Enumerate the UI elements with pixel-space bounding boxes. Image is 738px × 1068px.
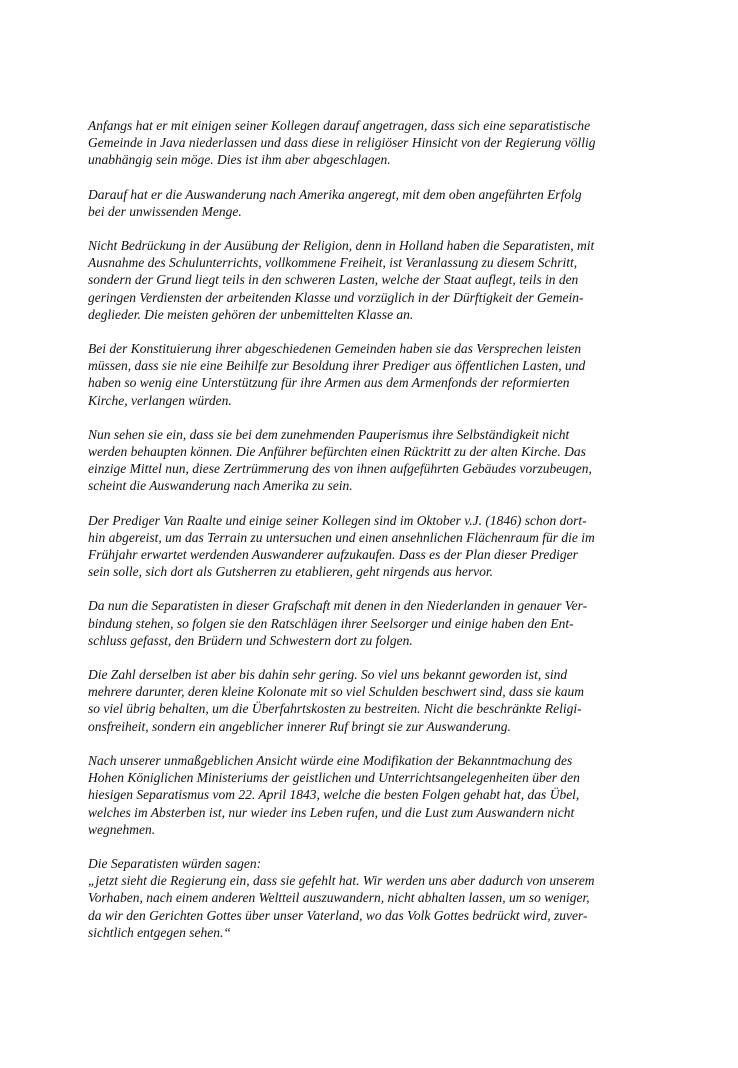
text-line: Bei der Konstituierung ihrer abgeschiedenen Gemeinden haben sie das Versprechen leisten bbox=[88, 341, 582, 357]
text-line: Frühjahr erwartet werdenden Auswanderer aufzukaufen. Dass es der Plan dieser Prediger bbox=[88, 547, 578, 563]
text-line: bei der unwissenden Menge. bbox=[88, 203, 242, 219]
text-line: mehrere darunter, deren kleine Kolonate mit so viel Schulden beschwert sind, dass sie kaum bbox=[88, 684, 585, 700]
text-line: müssen, dass sie nie eine Beihilfe zur Besoldung ihrer Prediger aus öffentlichen Lasten, und bbox=[88, 358, 586, 374]
text-line: Ausnahme des Schulunterrichts, vollkommene Freiheit, ist Veranlassung zu diesem Schritt, bbox=[88, 255, 578, 271]
text-line: Die Separatisten würden sagen: bbox=[88, 855, 262, 871]
text-line: einzige Mittel nun, diese Zertrümmerung des von ihnen aufgeführten Gebäudes vorzubeugen, bbox=[88, 461, 592, 477]
paragraph-1 bbox=[88, 117, 654, 169]
text-line: deglieder. Die meisten gehören der unbemittelten Klasse an. bbox=[88, 306, 414, 322]
paragraph-6 bbox=[88, 512, 654, 581]
text-line: Nach unserer unmaßgeblichen Ansicht würde eine Modifikation der Bekanntmachung des bbox=[88, 752, 573, 768]
paragraph-8 bbox=[88, 666, 654, 735]
text-line: Vorhaben, nach einem anderen Weltteil auszuwandern, nicht abhalten lassen, um so weniger, bbox=[88, 890, 590, 906]
text-line: so viel übrig behalten, um die Überfahrtskosten zu bestreiten. Nicht die beschränkte Religi- bbox=[88, 701, 582, 717]
text-line: sein solle, sich dort als Gutsherren zu etablieren, geht nirgends aus hervor. bbox=[88, 564, 493, 580]
text-line: Kirche, verlangen würden. bbox=[88, 392, 232, 408]
text-line: Darauf hat er die Auswanderung nach Amerika angeregt, mit dem oben angeführten Erfolg bbox=[88, 186, 582, 202]
text-line: wegnehmen. bbox=[88, 821, 156, 837]
text-line: Gemeinde in Java niederlassen und dass diese in religiöser Hinsicht von der Regierung völlig bbox=[88, 135, 596, 151]
paragraph-7 bbox=[88, 597, 654, 649]
paragraph-10 bbox=[88, 855, 654, 941]
text-line: Da nun die Separatisten in dieser Grafschaft mit denen in den Niederlanden in genauer Ver- bbox=[88, 598, 588, 614]
text-line: da wir den Gerichten Gottes über unser Vaterland, wo das Volk Gottes bedrückt wird, zuver- bbox=[88, 907, 588, 923]
text-line: sichtlich entgegen sehen.“ bbox=[88, 924, 231, 940]
text-line: onsfreiheit, sondern ein angeblicher innerer Ruf bringt sie zur Auswanderung. bbox=[88, 718, 511, 734]
document-page bbox=[88, 117, 654, 958]
text-line: geringen Verdiensten der arbeitenden Klasse und vorzüglich in der Dürftigkeit der Gemein- bbox=[88, 289, 584, 305]
paragraph-9 bbox=[88, 752, 654, 838]
text-line: Anfangs hat er mit einigen seiner Kollegen darauf angetragen, dass sich eine separatistische bbox=[88, 118, 591, 133]
text-line: Der Prediger Van Raalte und einige seiner Kollegen sind im Oktober v.J. (1846) schon dort- bbox=[88, 512, 587, 528]
text-line: Nicht Bedrückung in der Ausübung der Religion, denn in Holland haben die Separatisten, mit bbox=[88, 238, 595, 254]
text-line: werden behaupten können. Die Anführer befürchten einen Rücktritt zu der alten Kirche. Das bbox=[88, 444, 586, 460]
text-line: Nun sehen sie ein, dass sie bei dem zunehmenden Pauperismus ihre Selbständigkeit nicht bbox=[88, 426, 570, 442]
text-line: welches im Absterben ist, nur wieder ins Leben rufen, und die Lust zum Auswandern nicht bbox=[88, 804, 575, 820]
text-line: scheint die Auswanderung nach Amerika zu sein. bbox=[88, 478, 353, 494]
paragraph-5 bbox=[88, 426, 654, 495]
text-line: unabhängig sein möge. Dies ist ihm aber abgeschlagen. bbox=[88, 152, 391, 168]
paragraph-4 bbox=[88, 340, 654, 409]
text-line: Die Zahl derselben ist aber bis dahin sehr gering. So viel uns bekannt geworden ist, sind bbox=[88, 667, 568, 683]
paragraph-2 bbox=[88, 186, 654, 220]
text-line: schluss gefasst, den Brüdern und Schwestern dort zu folgen. bbox=[88, 632, 413, 648]
text-line: hiesigen Separatismus vom 22. April 1843, welche die besten Folgen gehabt hat, das Übel, bbox=[88, 787, 580, 803]
text-line: Hohen Königlichen Ministeriums der geistlichen und Unterrichtsangelegenheiten über den bbox=[88, 770, 580, 786]
paragraph-3 bbox=[88, 237, 654, 323]
text-line: „jetzt sieht die Regierung ein, dass sie gefehlt hat. Wir werden uns aber dadurch von unserem bbox=[88, 873, 595, 889]
text-line: haben so wenig eine Unterstützung für ihre Armen aus dem Armenfonds der reformierten bbox=[88, 375, 570, 391]
text-line: bindung stehen, so folgen sie den Ratschlägen ihrer Seelsorger und einige haben den Ent- bbox=[88, 615, 574, 631]
text-line: hin abgereist, um das Terrain zu untersuchen und einen ansehnlichen Flächenraum für die im bbox=[88, 529, 595, 545]
text-line: sondern der Grund liegt teils in den schweren Lasten, welche der Staat auflegt, teils in den bbox=[88, 272, 579, 288]
